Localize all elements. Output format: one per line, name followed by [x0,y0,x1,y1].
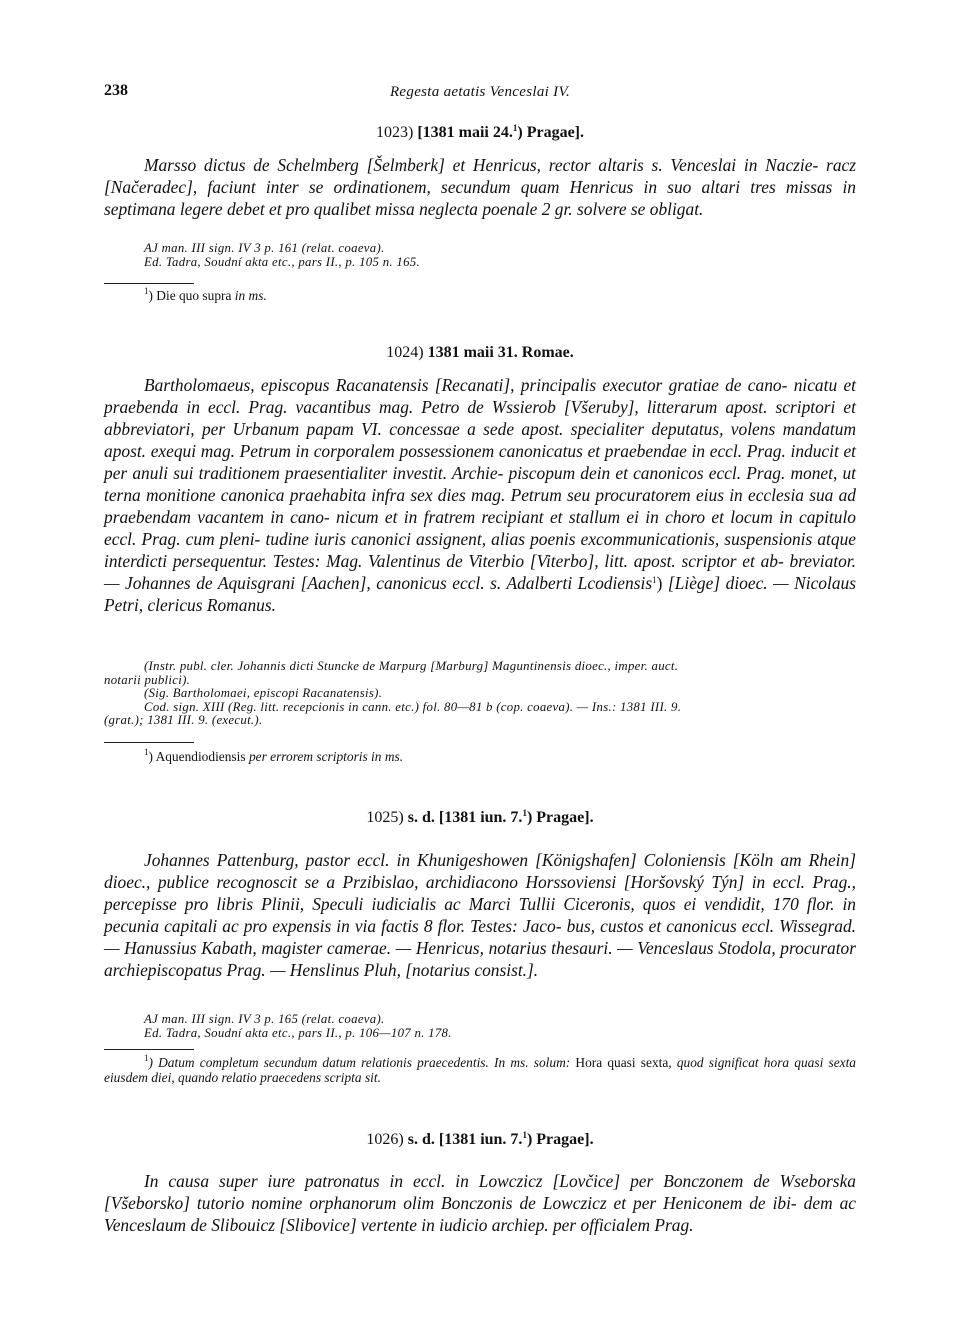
entry-1024-footnote [104,749,856,764]
text-fragment: 1 [144,286,149,296]
text-fragment: 1 [522,808,527,818]
text-fragment: quod significat hora quasi sexta eiusdem diei, quando relatio praecedens scripta sit. [104,1055,856,1085]
text-fragment: 1023) [375,124,414,141]
text-fragment: Ed. Tadra, Soudní akta etc., pars II., p. 106—107 n. 178. [144,1025,452,1040]
footnote-rule [104,283,194,284]
text-fragment: in ms. [234,288,267,303]
text-line: breviator. — Johannes de Aquisgrani [Aachen], canonicus eccl. s. Adalberti Lcodiensis [104,551,856,593]
entry-1023-body [104,154,856,220]
text-fragment: ) Aquendiodiensis [148,749,249,764]
text-fragment: (Instr. publ. cler. Johannis dicti Stuncke de Marpurg [Marburg] Maguntinensis dioec., imper. auct. [144,659,679,673]
text-line: bus, custos et canonicus eccl. Wissegrad. — Hanussius Kabath, magister camerae. — Henricus, [104,916,856,958]
text-line: dem ac Venceslaum de Slibouicz [Slibovice] vertente in iudicio archiep. per officialem Prag. [104,1193,856,1235]
entry-1025-footnote [104,1055,856,1085]
text-line: persequentur. Testes: Mag. Valentinus de Viterbio [Viterbo], litt. apost. scriptor et ab- [172,551,784,571]
footnote-rule [104,1049,194,1050]
text-line: Bartholomaeus, episcopus Racanatensis [Recanati], principalis executor gratiae de cano- [144,375,788,395]
page-number: 238 [104,82,128,99]
text-fragment: Ed. Tadra, Soudní akta etc., pars II., p. 105 n. 165. [144,254,420,269]
text-fragment: 1024) [386,344,424,361]
text-fragment: (grat.); 1381 III. 9. (execut.). [104,713,263,728]
entry-1025-sources [104,1013,856,1040]
text-line: apost. scriptori et abbreviatori, per Urbanum papam VI. concessae a sede apost. specialiter [104,397,856,439]
text-fragment: 1381 maii 31. [427,344,518,361]
text-fragment: (Sig. Bartholomaei, episcopi Racanatensis). [144,686,383,701]
text-fragment: AJ man. III sign. IV 3 p. 165 (relat. coaeva). [144,1012,385,1026]
entry-1026-heading [104,1131,856,1149]
text-line: deputatus, volens mandatum apost. exequi mag. Petrum in corporalem possessionem canonicatus [104,419,856,461]
text-line: ) [656,573,663,593]
text-line: in eccl. Prag., percepisse pro libris Plinii, Speculi iudicialis ac Marci Tullii Ciceronis, quos [104,872,856,914]
text-line: [Liège] dioec. — Nicolaus Petri, clericus Romanus. [104,573,856,615]
text-line: Marsso dictus de Schelmberg [Šelmberk] et Henricus, rector altaris s. Venceslai in Naczie- [144,155,819,175]
text-fragment: 1026) [366,1131,404,1148]
running-title: Regesta aetatis Venceslai IV. [389,84,571,100]
entry-1023-footnote [104,288,856,303]
text-fragment: ) Die quo supra [148,288,235,303]
text-fragment: ) Pragae]. [517,124,584,141]
text-fragment: ) Datum completum secundum datum relationis praecedentis. In ms. solum: [148,1055,576,1070]
text-line: racz [Načeradec], faciunt inter se ordinationem, secundum quam Henricus in suo altari tres [104,155,856,197]
text-line: missas in septimana legere debet et pro qualibet missa neglecta poenale 2 gr. solvere se obligat. [104,177,856,219]
footnote-rule [104,742,194,743]
text-line: sex dies mag. Petrum seu procuratorem eius in ecclesia sua ad praebendam vacantem in cano- [104,485,856,527]
text-line: piscopum dein et canonicos eccl. Prag. monet, ut terna monitione canonica praehabita infra [104,463,856,505]
text-line: nicatu et praebenda in eccl. Prag. vacantibus mag. Petro de Wssierob [Všeruby], litterarum [104,375,856,417]
text-fragment: 1 [144,747,149,757]
text-fragment: s. d. [1381 iun. 7. [407,809,523,826]
entry-1025-body [104,849,856,981]
text-fragment: notarii publici). [104,672,191,687]
text-fragment: 1025) [366,809,404,826]
entry-1023-heading [104,124,856,142]
text-fragment: ) Pragae]. [526,1131,594,1148]
text-fragment: AJ man. III sign. IV 3 p. 161 (relat. coaeva). [144,241,385,255]
text-line: Johannes Pattenburg, pastor eccl. in Khunigeshowen [Königshafen] Coloniensis [Köln am [144,850,802,870]
entry-1025-heading [104,809,856,827]
text-line: notarius thesauri. — Venceslaus Stodola, procurator archiepiscopatus Prag. — Henslinus Pluh, [104,938,856,980]
text-line: In causa super iure patronatus in eccl. in Lowczicz [Lovčice] per Bonczonem de Wseborska [144,1171,856,1191]
text-line: [Všeborsko] tutorio nomine orphanorum olim Bonczonis de Lowczicz et per Heniconem de ibi- [104,1193,797,1213]
entry-1024-body: Bartholomaeus, episcopus Racanatensis [Recanati], principalis executor gratiae de cano- nicatu et praebenda in eccl. Prag. vacantibus mag. Petro de Wssierob [Všeruby], litterarum apost. scriptori et abbreviatori, per Urbanum papam VI. concessae a sede apost. specialiter deputatus, volens mandatum apost. exequi mag. Petrum in corporalem possessionem canonicatus et praebendae in eccl. Prag. inducit et per anuli sui traditionem praesentialiter investit. Archie- piscopum dein et canonicos eccl. Prag. monet, ut terna monitione canonica praehabita infra sex dies mag. Petrum seu procuratorem eius in ecclesia sua ad praebendam vacantem in cano- nicum et in fratrem recipiant et stallum ei in choro et locum in capitulo eccl. Prag. cum pleni- tudine iuris canonici assignent, alias poenis excommunicationis, suspensionis atque interdicti persequentur. Testes: Mag. Valentinus de Viterbio [Viterbo], litt. apost. scriptor et ab- breviator. — Johannes de Aquisgrani [Aachen], canonicus eccl. s. Adalberti Lcodiensis$^1$) [Liège] dioec. — Nicolaus Petri, clericus Romanus. [104,375,857,615]
text-line: Rhein] dioec., publice recognoscit se a Przibislao, archidiacono Horssoviensi [Horšovský Týn] [104,850,856,892]
text-line: [notarius consist.]. [405,960,539,980]
text-fragment: 1 [144,1053,149,1063]
text-line: ei vendidit, 170 flor. in pecunia capitali ac pro expensis in via factis 8 flor. Testes: Jaco- [104,894,856,936]
text-fragment: ) Pragae]. [526,809,594,826]
entry-1026-body [104,1170,856,1236]
entry-1023-sources [104,242,856,269]
text-line: tudine iuris canonici assignent, alias poenis excommunicationis, suspensionis atque interdicti [104,529,856,571]
text-fragment: Hora quasi sexta, [575,1055,672,1070]
text-fragment: [1381 maii 24. [417,124,513,141]
text-fragment: per errorem scriptoris in ms. [248,749,404,764]
text-fragment: 1 [512,123,518,133]
text-fragment: Romae. [521,344,574,361]
entry-1024-sources [104,660,856,728]
text-fragment: Cod. sign. XIII (Reg. litt. recepcionis in cann. etc.) fol. 80—81 b (cop. coaeva). — Ins.: 1381 III. 9. [144,699,682,714]
text-fragment: s. d. [1381 iun. 7. [407,1131,523,1148]
text-line: nicum et in fratrem recipiant et stallum ei in choro et locum in capitulo eccl. Prag. cum pleni- [104,507,856,549]
text-fragment: 1 [522,1130,527,1140]
text-line: et praebendae in eccl. Prag. inducit et per anuli sui traditionem praesentialiter investit. Archie- [104,441,857,483]
entry-1024-heading [104,344,856,362]
